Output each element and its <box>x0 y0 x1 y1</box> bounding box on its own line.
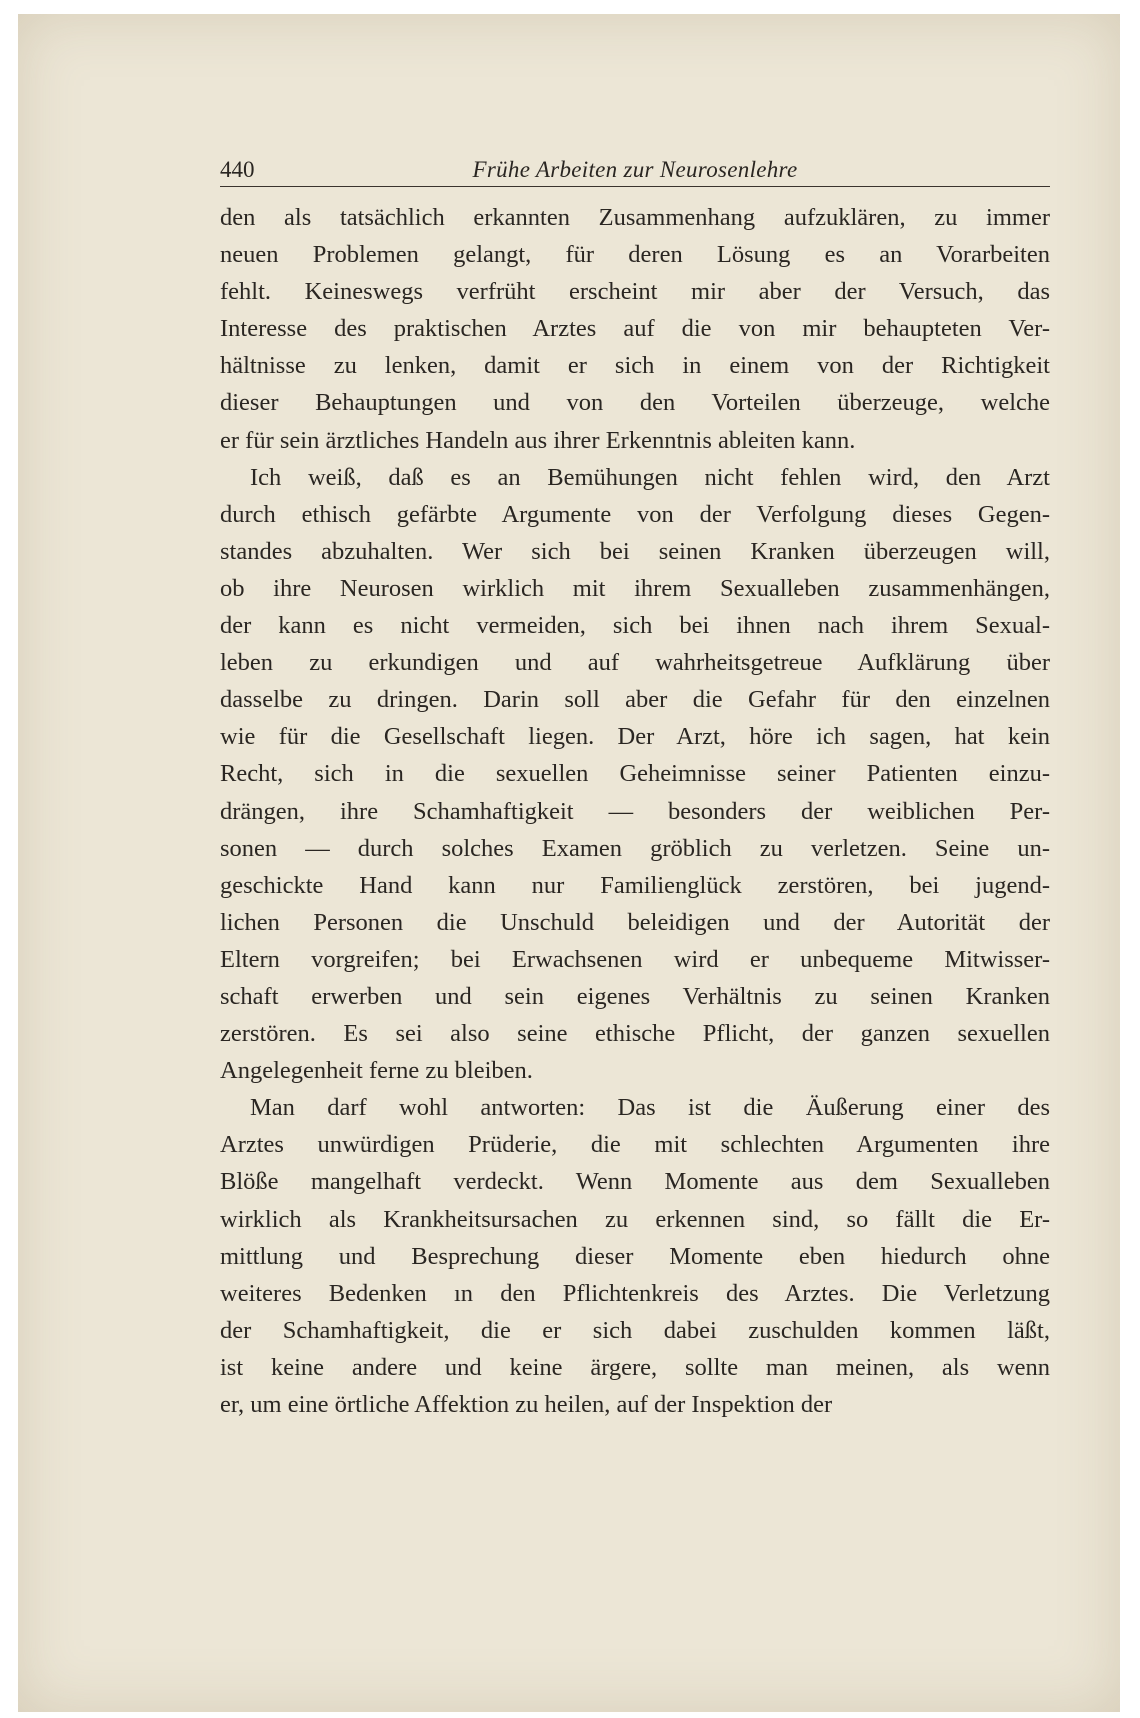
text-line: mittlung und Besprechung dieser Momente eben hiedurch ohne <box>220 1242 1050 1270</box>
text-line: neuen Problemen gelangt, für deren Lösung es an Vorarbeiten <box>220 241 1050 269</box>
text-line: wirklich als Krankheitsursachen zu erkennen sind, so fällt die Er- <box>220 1205 1050 1233</box>
text-line: ob ihre Neurosen wirklich mit ihrem Sexualleben zusammenhängen, <box>220 574 1050 602</box>
text-line: leben zu erkundigen und auf wahrheitsgetreue Aufklärung über <box>220 649 1050 677</box>
text-line: er, um eine örtliche Affektion zu heilen, auf der Inspektion der <box>220 1391 833 1418</box>
text-line: Blöße mangelhaft verdeckt. Wenn Momente aus dem Sexualleben <box>220 1168 1050 1196</box>
paragraph <box>220 1089 1050 1423</box>
paragraph <box>220 459 1050 1090</box>
running-title: Frühe Arbeiten zur Neurosenlehre <box>472 157 798 182</box>
text-line: fehlt. Keineswegs verfrüht erscheint mir aber der Versuch, das <box>220 278 1050 306</box>
text-line: sonen — durch solches Examen gröblich zu verletzen. Seine un- <box>220 834 1050 862</box>
book-page <box>220 156 1050 1423</box>
text-line: schaft erwerben und sein eigenes Verhältnis zu seinen Kranken <box>220 982 1050 1010</box>
text-line: durch ethisch gefärbte Argumente von der Verfolgung dieses Gegen- <box>220 500 1050 528</box>
text-line: der Schamhaftigkeit, die er sich dabei zuschulden kommen läßt, <box>220 1316 1050 1344</box>
text-line: dieser Behauptungen und von den Vorteilen überzeuge, welche <box>220 389 1050 417</box>
text-line: weiteres Bedenken ın den Pflichtenkreis des Arztes. Die Verletzung <box>220 1279 1050 1307</box>
text-line: lichen Personen die Unschuld beleidigen und der Autorität der <box>220 908 1050 936</box>
text-line: dasselbe zu dringen. Darin soll aber die Gefahr für den einzelnen <box>220 686 1050 714</box>
text-line: er für sein ärztliches Handeln aus ihrer Erkenntnis ableiten kann. <box>220 426 856 454</box>
text-line: Man darf wohl antworten: Das ist die Äußerung einer des <box>250 1094 1050 1122</box>
text-line: Ich weiß, daß es an Bemühungen nicht fehlen wird, den Arzt <box>250 463 1050 491</box>
text-line: der kann es nicht vermeiden, sich bei ihnen nach ihrem Sexual- <box>220 612 1050 640</box>
text-line: Arztes unwürdigen Prüderie, die mit schlechten Argumenten ihre <box>220 1131 1050 1159</box>
paragraph <box>220 199 1050 459</box>
text-line: Recht, sich in die sexuellen Geheimnisse seiner Patienten einzu- <box>220 760 1050 788</box>
body-text <box>220 199 1050 1423</box>
text-line: zerstören. Es sei also seine ethische Pflicht, der ganzen sexuellen <box>220 1020 1050 1048</box>
text-line: Interesse des praktischen Arztes auf die von mir behaupteten Ver- <box>220 315 1050 343</box>
text-line: Angelegenheit ferne zu bleiben. <box>220 1057 533 1085</box>
text-line: drängen, ihre Schamhaftigkeit — besonders der weiblichen Per- <box>220 797 1050 825</box>
text-line: wie für die Gesellschaft liegen. Der Arzt, höre ich sagen, hat kein <box>220 723 1050 751</box>
text-line: den als tatsächlich erkannten Zusammenhang aufzuklären, zu immer <box>220 204 1050 231</box>
page-number: 440 <box>220 157 255 182</box>
page-header <box>220 156 1050 187</box>
text-line: standes abzuhalten. Wer sich bei seinen Kranken überzeugen will, <box>220 537 1050 565</box>
text-line: ist keine andere und keine ärgere, sollte man meinen, als wenn <box>220 1353 1050 1381</box>
text-line: geschickte Hand kann nur Familienglück zerstören, bei jugend- <box>220 871 1050 899</box>
text-line: Eltern vorgreifen; bei Erwachsenen wird er unbequeme Mitwisser- <box>220 945 1050 973</box>
text-line: hältnisse zu lenken, damit er sich in einem von der Richtigkeit <box>220 352 1050 380</box>
